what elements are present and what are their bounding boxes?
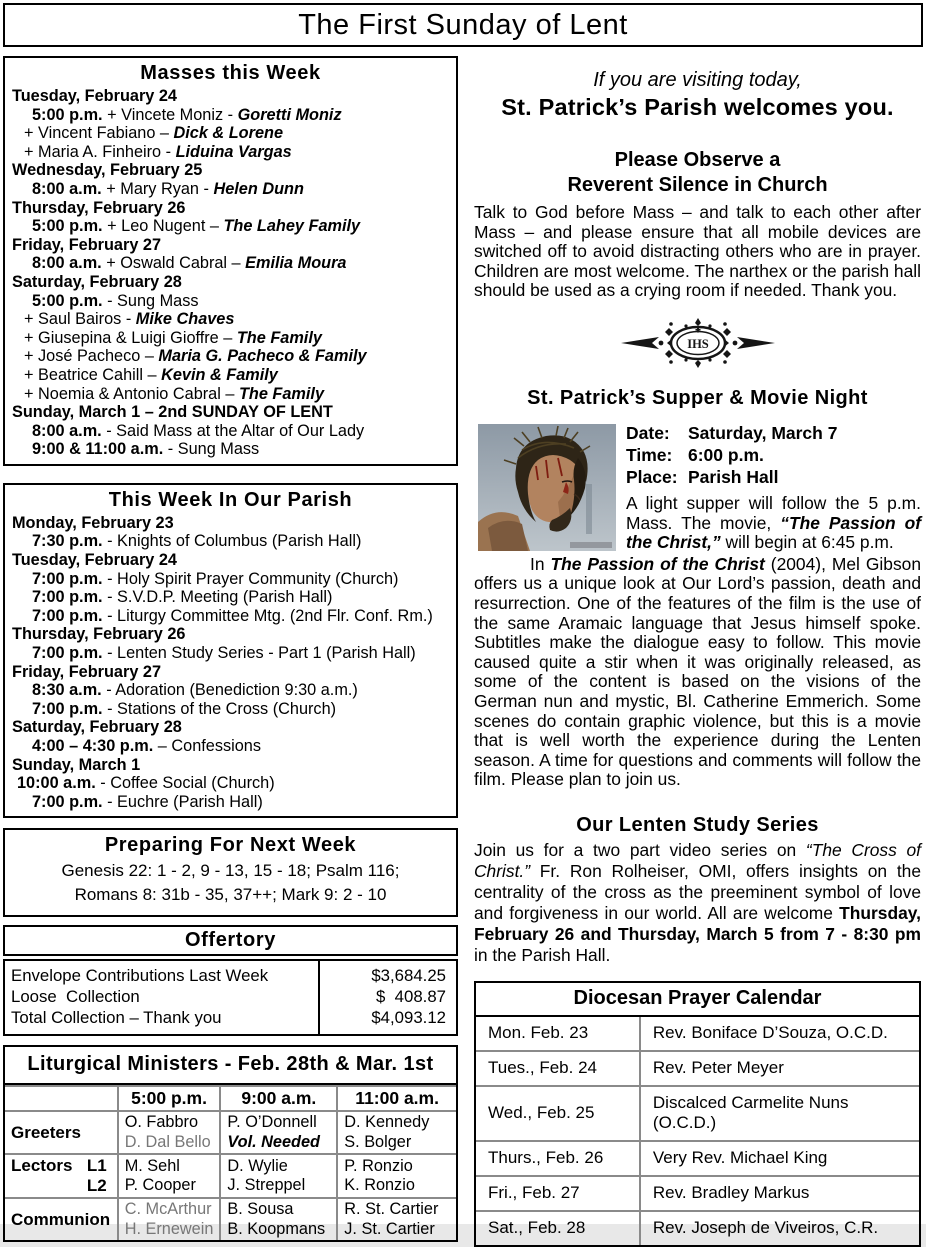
text-segment: Friday, February 27 [12,235,162,254]
ihs-ornament-icon [619,317,777,369]
ministers-table [5,1085,456,1240]
text-segment: Goretti Moniz [237,105,342,124]
text-segment: - Said Mass at the Altar of Our Lady [101,421,365,440]
movie-place-value: Parish Hall [688,466,779,487]
offertory-section [3,925,458,1036]
svg-text:IHS: IHS [686,336,709,351]
parish-event-line [12,588,449,607]
text-segment: Tuesday, February 24 [12,551,177,570]
minister-name [227,1200,330,1220]
text-segment: Helen Dunn [213,179,304,198]
text-segment: - Knights of Columbus (Parish Hall) [102,532,362,551]
text-segment: - Liturgy Committee Mtg. (2nd Flr. Conf. Rm.) [102,606,433,625]
calendar-row [476,1051,919,1086]
text-segment: + Noemia & Antonio Cabral – [24,384,239,403]
text-segment: 9:00 & 11:00 a.m. [32,440,164,459]
ministers-row [5,1198,456,1240]
ministers-label-line: Lectors L1 [11,1156,107,1176]
minister-name [125,1157,214,1177]
mass-line [12,310,449,329]
welcome-line-2: St. Patrick’s Parish welcomes you. [501,94,894,120]
minister-name [344,1157,450,1177]
parish-title: This Week In Our Parish [108,488,353,511]
welcome-line-1: If you are visiting today, [593,69,802,91]
text-segment: Dick & Lorene [173,124,283,143]
calendar-row [476,1176,919,1211]
text-segment: D. Wylie [227,1156,288,1175]
text-segment: O. Fabbro [124,1113,199,1132]
text-segment: P. O’Donnell [227,1113,317,1132]
ministers-row-label: Communion [5,1198,118,1240]
mass-line [12,273,449,292]
text-segment: “The Passion of the Christ,” [626,512,921,553]
text-segment: (2004), Mel Gibson offers us a unique look at Our Lord’s passion, death and resurrection. One of the features of the film is the use of the same Aramaic language that Jesus himself spoke. Subtitles make the dialogue easy to follow. This movie caused quite a stir when it was originally released, as some of the content is based on the visions of the German nun and mystic, Bl. Catherine Emmerich. Some scenes do contain graphic violence, but this is a movie that is well worth the experience during the Lenten season. A time for questions and comments will follow the film. Please plan to join us. [474,553,921,790]
text-segment: 7:30 p.m. [32,532,103,551]
text-segment: + Mary Ryan - [101,179,214,198]
text-segment: in the Parish Hall. [474,944,611,965]
text-segment: R. St. Cartier [344,1200,439,1219]
parish-event-line [12,663,449,682]
text-segment: - Sung Mass [163,440,260,459]
liturgical-ministers-box [3,1045,458,1242]
text-segment: P. Cooper [124,1176,196,1195]
columns [3,56,923,1247]
text-segment: 5:00 p.m. [32,291,103,310]
text-segment: Thursday, February 26 [12,198,186,217]
mass-line [12,180,449,199]
minister-name [344,1200,450,1220]
preparing-title: Preparing For Next Week [104,834,357,857]
movie-date-row [626,422,921,444]
calendar-date: Thurs., Feb. 26 [476,1141,640,1176]
text-segment: + Vincete Moniz - [102,105,238,124]
mass-line [12,385,449,404]
minister-name [344,1176,450,1196]
mass-line [12,347,449,366]
text-segment: + José Pacheco – [24,347,159,366]
parish-event-line [12,551,449,570]
offertory-table [3,959,458,1036]
calendar-date: Wed., Feb. 25 [476,1086,640,1141]
mass-line [12,161,449,180]
text-segment: H. Ernewein [124,1219,214,1238]
mass-line [12,217,449,236]
masses-this-week-box [3,56,458,466]
offertory-label: Loose Collection [11,987,140,1007]
text-segment: + Maria A. Finheiro - [24,142,176,161]
mass-line [12,292,449,311]
minister-name [227,1157,330,1177]
text-segment: Mike Chaves [135,310,235,329]
parish-event-line [12,607,449,626]
text-segment: Join us for a two part video series on [474,839,806,860]
passion-of-the-christ-photo [478,424,616,551]
minister-name [344,1113,450,1133]
calendar-name: Discalced Carmelite Nuns (O.C.D.) [640,1086,919,1141]
text-segment: 7:00 p.m. [32,569,103,588]
text-segment: 4:00 – 4:30 p.m. [32,737,154,755]
ministers-column-header: 11:00 a.m. [337,1086,456,1111]
ministers-cell [118,1198,221,1240]
text-segment: B. Koopmans [227,1219,326,1238]
parish-event-line [12,625,449,644]
text-segment: - Lenten Study Series - Part 1 (Parish Hall) [102,644,416,663]
minister-name [125,1133,214,1153]
offertory-amounts [318,961,456,1034]
minister-name [227,1176,330,1196]
text-segment: 7:00 p.m. [32,792,103,811]
movie-time-row [626,444,921,466]
this-week-in-parish-box [3,483,458,819]
movie-date-value: Saturday, March 7 [688,422,838,443]
text-segment: 8:00 a.m. [32,254,102,273]
movie-date-label: Date: [626,422,670,443]
parish-event-line [12,570,449,589]
parish-event-line [12,700,449,719]
ministers-cell [220,1111,337,1154]
calendar-name: Rev. Boniface D’Souza, O.C.D. [640,1017,919,1051]
mass-line [12,87,449,106]
mass-line [12,254,449,273]
text-segment: J. Streppel [227,1176,306,1195]
silence-heading-line2: Reverent Silence in Church [567,174,828,196]
calendar-name: Very Rev. Michael King [640,1141,919,1176]
ministers-row-label [5,1154,118,1198]
text-segment: - Stations of the Cross (Church) [102,699,337,718]
calendar-table [476,1017,919,1245]
offertory-label: Total Collection – Thank you [11,1008,222,1028]
text-segment: Sunday, March 1 – 2nd SUNDAY OF LENT [12,403,333,422]
mass-line [12,366,449,385]
ministers-cell [118,1111,221,1154]
movie-place-row [626,466,921,488]
ministers-header-row [5,1086,456,1111]
calendar-name: Rev. Joseph de Viveiros, C.R. [640,1211,919,1245]
masses-lines [12,87,449,459]
diocesan-prayer-calendar-box [474,981,921,1247]
mass-line [12,422,449,441]
lenten-study-paragraph [474,840,921,966]
parish-event-line [12,514,449,533]
mass-line [12,106,449,125]
masses-title: Masses this Week [140,62,321,84]
offertory-label: Envelope Contributions Last Week [11,966,269,986]
text-segment: “The Cross of Christ.” [474,839,922,881]
parish-event-line [12,737,449,756]
minister-name [125,1220,214,1240]
parish-lines [12,514,449,812]
text-segment: Wednesday, February 25 [12,161,203,180]
ministers-title: Liturgical Ministers - Feb. 28th & Mar. 1st [5,1047,456,1085]
parish-event-line [12,644,449,663]
text-segment: J. St. Cartier [344,1219,435,1238]
calendar-row [476,1141,919,1176]
calendar-row [476,1017,919,1051]
text-segment: The Passion of the Christ [550,553,765,574]
text-segment: B. Sousa [227,1200,294,1219]
text-segment: 8:30 a.m. [32,681,102,700]
minister-name [125,1200,214,1220]
minister-name [227,1133,330,1153]
text-segment: 5:00 p.m. [32,105,103,124]
offertory-amount: $4,093.12 [371,1008,446,1028]
calendar-date: Fri., Feb. 27 [476,1176,640,1211]
mass-line [12,440,449,459]
text-segment: Emilia Moura [245,254,347,273]
page-title: The First Sunday of Lent [3,3,923,47]
text-segment: In [530,553,551,574]
text-segment: Maria G. Pacheco & Family [158,347,367,366]
text-segment: 5:00 p.m. [32,217,103,236]
text-segment: D. Kennedy [344,1113,430,1132]
ministers-cell [220,1198,337,1240]
text-segment: will begin at 6:45 p.m. [720,532,894,553]
offertory-amount: $ 408.87 [376,987,446,1007]
calendar-date: Tues., Feb. 24 [476,1051,640,1086]
movie-night-section [474,422,921,790]
reading-line: Romans 8: 31b - 35, 37++; Mark 9: 2 - 10 [74,885,387,905]
silence-heading [474,148,921,198]
text-segment: S. Bolger [344,1132,412,1151]
text-segment: - Sung Mass [102,291,199,310]
text-segment: Kevin & Family [161,365,278,384]
text-segment: Sunday, March 1 [12,755,141,774]
calendar-title: Diocesan Prayer Calendar [476,983,919,1017]
movie-night-title: St. Patrick’s Supper & Movie Night [527,386,868,409]
ministers-column-header: 5:00 p.m. [118,1086,221,1111]
mass-line [12,329,449,348]
text-segment: 7:00 p.m. [32,588,103,607]
ministers-label-line: L2 [86,1176,107,1196]
text-segment: Tuesday, February 24 [12,87,177,105]
silence-body: Talk to God before Mass – and talk to each other after Mass – and please ensure that all mobile devices are switched off to avoid distracting others who are in prayer. Children are most welcome. The narthex or the parish hall should be used as a crying room if needed. Thank you. [474,202,921,301]
calendar-row [476,1211,919,1245]
mass-line [12,403,449,422]
parish-event-line [12,774,449,793]
text-segment: Saturday, February 28 [12,272,182,291]
text-segment: - Euchre (Parish Hall) [102,792,263,811]
ministers-row-label: Greeters [5,1111,118,1154]
text-segment: + Saul Bairos - [24,310,136,329]
text-segment: + Oswald Cabral – [101,254,246,273]
text-segment: D. Dal Bello [124,1132,211,1151]
ministers-column-header [5,1086,118,1111]
calendar-name: Rev. Bradley Markus [640,1176,919,1211]
text-segment: The Lahey Family [223,217,361,236]
text-segment: + Leo Nugent – [102,217,224,236]
text-segment: + Giusepina & Luigi Gioffre – [24,328,237,347]
calendar-date: Mon. Feb. 23 [476,1017,640,1051]
minister-name [227,1220,330,1240]
calendar-date: Sat., Feb. 28 [476,1211,640,1245]
left-column [3,56,458,1242]
mass-line [12,199,449,218]
preparing-next-week-box [3,828,458,917]
text-segment: + Beatrice Cahill – [24,365,162,384]
text-segment: - Coffee Social (Church) [95,774,275,793]
text-segment: + Vincent Fabiano – [24,124,174,143]
movie-place-label: Place: [626,466,678,487]
mass-line [12,236,449,255]
minister-name [125,1113,214,1133]
text-segment: Vol. Needed [227,1132,320,1151]
silence-heading-line1: Please Observe a [614,149,781,171]
text-segment: M. Sehl [124,1156,180,1175]
movie-time-value: 6:00 p.m. [688,444,764,465]
right-column [458,56,923,1247]
text-segment: 8:00 a.m. [32,421,102,440]
parish-event-line [12,718,449,737]
parish-event-line [12,681,449,700]
text-segment: Liduina Vargas [175,142,292,161]
text-segment: P. Ronzio [344,1156,413,1175]
minister-name [125,1176,214,1196]
parish-event-line [12,756,449,775]
text-segment: 7:00 p.m. [32,699,103,718]
calendar-name: Rev. Peter Meyer [640,1051,919,1086]
offertory-title: Offertory [3,925,458,956]
ministers-cell [337,1154,456,1198]
ministers-row [5,1111,456,1154]
text-segment: K. Ronzio [344,1176,415,1195]
text-segment: Saturday, February 28 [12,718,182,737]
ihs-ornament [474,317,921,374]
text-segment: 7:00 p.m. [32,644,103,663]
text-segment: 10:00 a.m. [17,774,96,793]
ministers-cell [118,1154,221,1198]
text-segment: – Confessions [153,737,261,755]
parish-event-line [12,793,449,812]
text-segment: - S.V.D.P. Meeting (Parish Hall) [102,588,333,607]
text-segment: - Holy Spirit Prayer Community (Church) [102,569,399,588]
preparing-readings [12,859,449,907]
text-segment: - Adoration (Benediction 9:30 a.m.) [101,681,358,700]
parish-event-line [12,532,449,551]
reading-line: Genesis 22: 1 - 2, 9 - 13, 15 - 18; Psalm 116; [61,861,400,881]
ministers-cell [337,1111,456,1154]
lenten-study-title: Our Lenten Study Series [576,813,819,836]
minister-name [227,1113,330,1133]
text-segment: 8:00 a.m. [32,179,102,198]
text-segment: C. McArthur [124,1200,212,1219]
ministers-row [5,1154,456,1198]
mass-line [12,143,449,162]
movie-description-paragraph [474,555,921,790]
movie-time-label: Time: [626,444,673,465]
calendar-row [476,1086,919,1141]
minister-name [344,1133,450,1153]
text-segment: The Family [238,384,325,403]
text-segment: Thursday, February 26 and Thursday, March 5 from 7 - 8:30 pm [474,902,921,944]
text-segment: The Family [236,328,322,347]
text-segment: 7:00 p.m. [32,606,103,625]
ministers-cell [220,1154,337,1198]
mass-line [12,124,449,143]
text-segment: Thursday, February 26 [12,625,186,644]
offertory-amount: $3,684.25 [371,966,446,986]
text-segment: A light supper will follow the 5 p.m. Mass. The movie, [626,492,921,533]
minister-name [344,1220,450,1240]
text-segment: Fr. Ron Rolheiser, OMI, offers insights on the centrality of the cross as the preeminent symbol of love and forgiveness in our world. All are welcome [474,860,921,923]
text-segment: Friday, February 27 [12,662,162,681]
ministers-column-header: 9:00 a.m. [220,1086,337,1111]
offertory-labels [5,961,318,1034]
ministers-cell [337,1198,456,1240]
text-segment: Monday, February 23 [12,513,174,532]
